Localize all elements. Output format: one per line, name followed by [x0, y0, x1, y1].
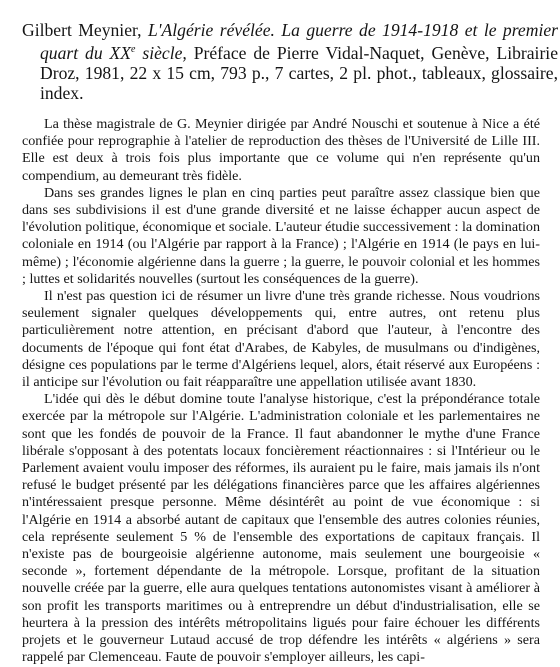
review-body: [22, 116, 540, 667]
paragraph: La thèse magistrale de G. Meynier dirigée par André Nouschi et soutenue à Nice a été confiée pour reprographie à l'atelier de reproduction des thèses de l'Université de Lille III. Elle est deux à trois fois plus importante que ce volume qui n'en représente qu'un compendium, au demeurant très fidèle.: [22, 116, 540, 184]
title-superscript: e: [131, 44, 136, 55]
author-name: Gilbert Meynier,: [22, 20, 142, 40]
book-reference-header: [22, 20, 558, 103]
book-title: L'Algérie révélée. La guerre de 1914-1918 et le premier quart du XXe siècle,: [40, 20, 558, 63]
publication-details: Préface de Pierre Vidal-Naquet, Genève, Librairie Droz, 1981, 22 x 15 cm, 793 p., 7 cartes, 2 pl. phot., tableaux, glossaire, index.: [40, 42, 559, 103]
paragraph: Dans ses grandes lignes le plan en cinq parties peut paraître assez classique bien que dans ses subdivisions il est d'une grande diversité et ne laisse échapper aucun aspect de l'évolution politique, économique et sociale. L'auteur étudie successivement : la domination coloniale en 1914 (ou l'Algérie par rapport à la France) ; l'Algérie en 1914 (le pays en lui-même) ; l'économie algérienne dans la guerre ; la guerre, le pouvoir colonial et les hommes ; luttes et solidarités nouvelles (surtout les conséquences de la guerre).: [22, 184, 540, 287]
paragraph: Il n'est pas question ici de résumer un livre d'une très grande richesse. Nous voudrions seulement signaler quelques développements qui, entre autres, ont retenu plus particulièrement notre attention, en précisant d'abord que l'auteur, à l'encontre des documents de l'époque qui font état d'Arabes, de Kabyles, de musulmans ou d'indigènes, désigne ces populations par le terme d'Algériens lequel, alors, était réservé aux Européens : il anticipe sur l'évolution ou fait réapparaître une appellation utilisée avant 1830.: [22, 288, 540, 391]
paragraph: L'idée qui dès le début domine toute l'analyse historique, c'est la prépondérance totale exercée par la métropole sur l'Algérie. L'administration coloniale et les parlementaires ne sont que les fondés de pouvoir de la France. Il faut abandonner le mythe d'une France libérale s'opposant à des potentats locaux foncièrement réactionnaires : si l'Intérieur ou le Parlement avaient voulu imposer des réformes, ils auraient pu le faire, mais jamais ils n'ont refusé le budget présenté par les délégations financières parce que les affaires algériennes n'intéressaient presque personne. Même désintérêt au point de vue économique : si l'Algérie en 1914 a absorbé autant de capitaux que l'ensemble des autres colonies réunies, cela représente seulement 5 % de l'ensemble des exportations de capitaux français. Il n'existe pas de bourgeoisie algérienne autonome, mais seulement une bourgeoisie « seconde », fortement dépendante de la métropole. Lorsque, profitant de la situation nouvelle créée par la guerre, elle aura quelques tentations autonomistes visant à améliorer à son profit les transports maritimes ou à entreprendre un début d'industrialisation, elle se heurtera à la pression des intérêts métropolitains ligués pour faire échouer les différents projets et le gouverneur Lutaud accusé de trop défendre les intérêts « algériens » sera rappelé par Clemenceau. Faute de pouvoir s'employer ailleurs, les capi-: [22, 391, 540, 666]
